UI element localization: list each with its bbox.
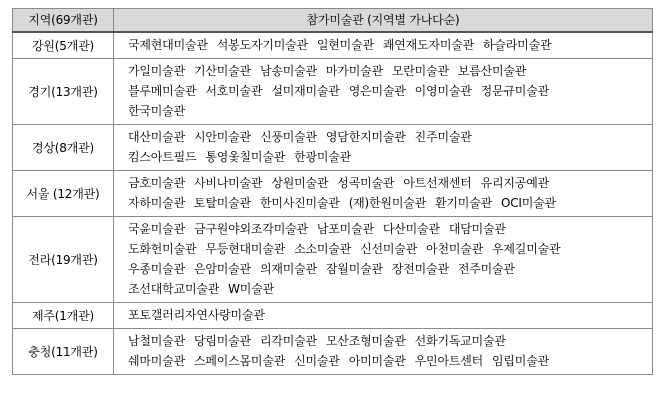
- museum-line: [128, 279, 648, 299]
- museum-name: 보름산미술관: [457, 64, 527, 78]
- museum-name: 영담한지미술관: [325, 130, 406, 144]
- museum-name: 남송미술관: [259, 64, 317, 78]
- participating-museums-table: [12, 8, 653, 375]
- museum-name: W미술관: [228, 282, 274, 296]
- museum-name: 은암미술관: [193, 262, 251, 276]
- museum-name: 석봉도자기미술관: [216, 38, 308, 52]
- table-row: [13, 59, 653, 125]
- museum-name: 리각미술관: [259, 334, 317, 348]
- table-row: [13, 217, 653, 303]
- region-cell: 경상(8개관): [13, 125, 114, 171]
- museum-name: 장전미술관: [391, 262, 449, 276]
- museum-name: 남포미술관: [316, 222, 374, 236]
- museum-name: 킴스아트필드: [128, 150, 197, 164]
- region-cell: 서울 (12개관): [13, 171, 114, 217]
- museum-name: 선화기독교미술관: [414, 334, 506, 348]
- museum-name: 대담미술관: [448, 222, 506, 236]
- museum-name: 한광미술관: [294, 150, 352, 164]
- museum-name: 전주미술관: [457, 262, 515, 276]
- museum-list-cell: [114, 59, 653, 125]
- museum-name: 금호미술관: [128, 176, 185, 190]
- museum-name: 이영미술관: [414, 84, 472, 98]
- museum-name: 한미사진미술관: [259, 196, 340, 210]
- museum-name: 국제현대미술관: [128, 38, 208, 52]
- museum-name: 임립미술관: [492, 354, 549, 368]
- museum-name: 모란미술관: [391, 64, 449, 78]
- museum-name: 성곡미술관: [337, 176, 395, 190]
- museum-name: 우제길미술관: [492, 242, 561, 256]
- region-cell: 강원(5개관): [13, 32, 114, 59]
- table-row: [13, 171, 653, 217]
- museums-column-header: 참가미술관 (지역별 가나다순): [114, 9, 653, 33]
- table-row: [13, 32, 653, 59]
- museum-line: [128, 81, 648, 101]
- region-cell: 제주(1개관): [13, 303, 114, 329]
- museum-name: 쉐마미술관: [128, 354, 185, 368]
- museum-name: 일현미술관: [316, 38, 374, 52]
- museum-name: 자하미술관: [128, 196, 185, 210]
- museum-name: 상원미술관: [271, 176, 329, 190]
- region-cell: 충청(11개관): [13, 329, 114, 375]
- museum-name: 아미미술관: [348, 354, 406, 368]
- table-body: [13, 32, 653, 375]
- museum-name: 하슬라미술관: [483, 38, 552, 52]
- museum-name: 영은미술관: [348, 84, 406, 98]
- museum-name: 조선대학교미술관: [128, 282, 220, 296]
- museum-name: 한국미술관: [128, 104, 185, 118]
- museum-name: 우종미술관: [128, 262, 185, 276]
- museum-name: 의재미술관: [259, 262, 317, 276]
- museum-name: 스페이스몸미술관: [193, 354, 286, 368]
- museum-name: 국윤미술관: [128, 222, 185, 236]
- museum-name: 신미술관: [294, 354, 340, 368]
- museum-name: 대산미술관: [128, 130, 185, 144]
- museum-name: 신선미술관: [360, 242, 418, 256]
- museum-list-cell: [114, 32, 653, 59]
- museum-name: 서호미술관: [205, 84, 263, 98]
- table-header-row: [13, 9, 653, 33]
- museum-name: 포토갤러리자연사랑미술관: [128, 308, 265, 322]
- museum-name: 시안미술관: [193, 130, 251, 144]
- table-row: [13, 125, 653, 171]
- museum-name: 가일미술관: [128, 64, 185, 78]
- museum-name: 사비나미술관: [193, 176, 263, 190]
- museum-list-cell: [114, 217, 653, 303]
- museum-name: 토탈미술관: [193, 196, 251, 210]
- museum-line: [128, 35, 648, 55]
- museum-name: 설미재미술관: [271, 84, 340, 98]
- museum-name: 소소미술관: [294, 242, 352, 256]
- museum-name: 잠월미술관: [325, 262, 383, 276]
- region-cell: 경기(13개관): [13, 59, 114, 125]
- museum-line: [128, 61, 648, 81]
- museum-line: [128, 351, 648, 371]
- museum-name: 당림미술관: [193, 334, 251, 348]
- museum-line: [128, 239, 648, 259]
- museum-line: [128, 331, 648, 351]
- table-row: [13, 329, 653, 375]
- museum-name: 아천미술관: [426, 242, 484, 256]
- museum-name: OCI미술관: [500, 196, 556, 210]
- museum-table-container: [12, 8, 652, 375]
- museum-name: 우민아트센터: [414, 354, 484, 368]
- museum-list-cell: [114, 303, 653, 329]
- museum-name: 통영옻칠미술관: [205, 150, 286, 164]
- museum-name: 환기미술관: [435, 196, 492, 210]
- museum-name: 금구원야외조각미술관: [193, 222, 308, 236]
- museum-name: 진주미술관: [414, 130, 472, 144]
- museum-line: [128, 219, 648, 239]
- table-row: [13, 303, 653, 329]
- museum-name: 무등현대미술관: [205, 242, 286, 256]
- museum-line: [128, 173, 648, 193]
- museum-name: 마가미술관: [325, 64, 383, 78]
- museum-name: 남철미술관: [128, 334, 185, 348]
- museum-line: [128, 193, 648, 213]
- museum-list-cell: [114, 171, 653, 217]
- museum-name: 정문규미술관: [480, 84, 549, 98]
- museum-line: [128, 305, 648, 325]
- museum-name: 유리지공예관: [480, 176, 549, 190]
- museum-name: 신풍미술관: [259, 130, 317, 144]
- region-cell: 전라(19개관): [13, 217, 114, 303]
- museum-line: [128, 259, 648, 279]
- museum-name: 블루메미술관: [128, 84, 197, 98]
- museum-name: 다산미술관: [382, 222, 440, 236]
- museum-name: 아트선재센터: [403, 176, 472, 190]
- museum-name: 기산미술관: [193, 64, 251, 78]
- museum-list-cell: [114, 329, 653, 375]
- museum-name: (재)한원미술관: [348, 196, 427, 210]
- museum-name: 도화헌미술관: [128, 242, 197, 256]
- museum-line: [128, 147, 648, 167]
- museum-name: 모산조형미술관: [325, 334, 406, 348]
- museum-name: 쾌연재도자미술관: [382, 38, 474, 52]
- museum-line: [128, 127, 648, 147]
- museum-list-cell: [114, 125, 653, 171]
- museum-line: [128, 101, 648, 121]
- region-column-header: 지역(69개관): [13, 9, 114, 33]
